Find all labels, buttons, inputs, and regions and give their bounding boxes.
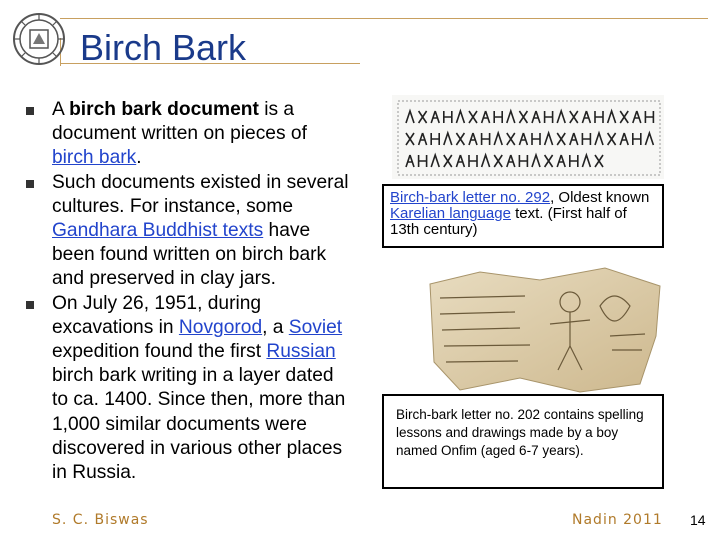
inline-link[interactable]: Novgorod	[178, 316, 263, 338]
bold-text: birch bark document	[69, 99, 259, 120]
slide-title: Birch Bark	[80, 27, 247, 68]
footer-author: S. C. Biswas	[52, 512, 149, 528]
bullet-square-icon	[26, 107, 34, 115]
bullet-text: On July 26, 1951, during excavations in	[52, 292, 262, 338]
caption-letter-202	[382, 394, 664, 489]
bullet-item	[22, 171, 352, 292]
bullet-text: is a document written on pieces of	[52, 99, 307, 145]
bullet-item	[22, 292, 352, 486]
inline-link[interactable]: Russian	[266, 341, 336, 363]
bullet-text: .	[136, 147, 142, 169]
footer-event: Nadin 2011	[572, 512, 663, 528]
bullet-text: , a	[262, 316, 289, 338]
bullet-square-icon	[26, 180, 34, 188]
birch-bark-letter-292-image	[392, 95, 664, 179]
inline-link[interactable]: birch bark	[52, 147, 137, 169]
caption-letter-292	[382, 184, 664, 248]
birch-bark-letter-202-image	[420, 266, 670, 396]
inline-link[interactable]: Gandhara Buddhist texts	[52, 220, 264, 242]
caption1-text1: , Oldest known	[550, 189, 650, 206]
inline-link[interactable]: Soviet	[288, 316, 343, 338]
seal-logo-icon	[12, 12, 66, 66]
bullet-text: A	[52, 99, 70, 120]
caption2-text: Birch-bark letter no. 202 contains spelling lessons and drawings made by a boy named Onfim (aged 6-7 years).	[396, 407, 644, 458]
bullet-text: have been found written on birch bark and preserved in clay jars.	[52, 220, 327, 290]
bullet-list	[22, 98, 352, 485]
page-number: 14	[690, 512, 706, 528]
bullet-text: Such documents existed in several cultures. For instance, some	[52, 171, 349, 217]
bullet-text: expedition found the first	[52, 341, 267, 363]
caption1-text2: text. (First half of 13th century)	[390, 205, 627, 238]
bullet-item	[22, 98, 352, 171]
bullet-text: birch bark writing in a layer dated to ca. 1400. Since then, more than 1,000 similar documents were discovered in various other places in Russia.	[52, 365, 346, 484]
header-rule	[60, 18, 708, 19]
link-karelian-language[interactable]: Karelian language	[390, 205, 511, 222]
link-birch-bark-letter-292[interactable]: Birch-bark letter no. 292	[390, 189, 551, 206]
bullet-square-icon	[26, 301, 34, 309]
